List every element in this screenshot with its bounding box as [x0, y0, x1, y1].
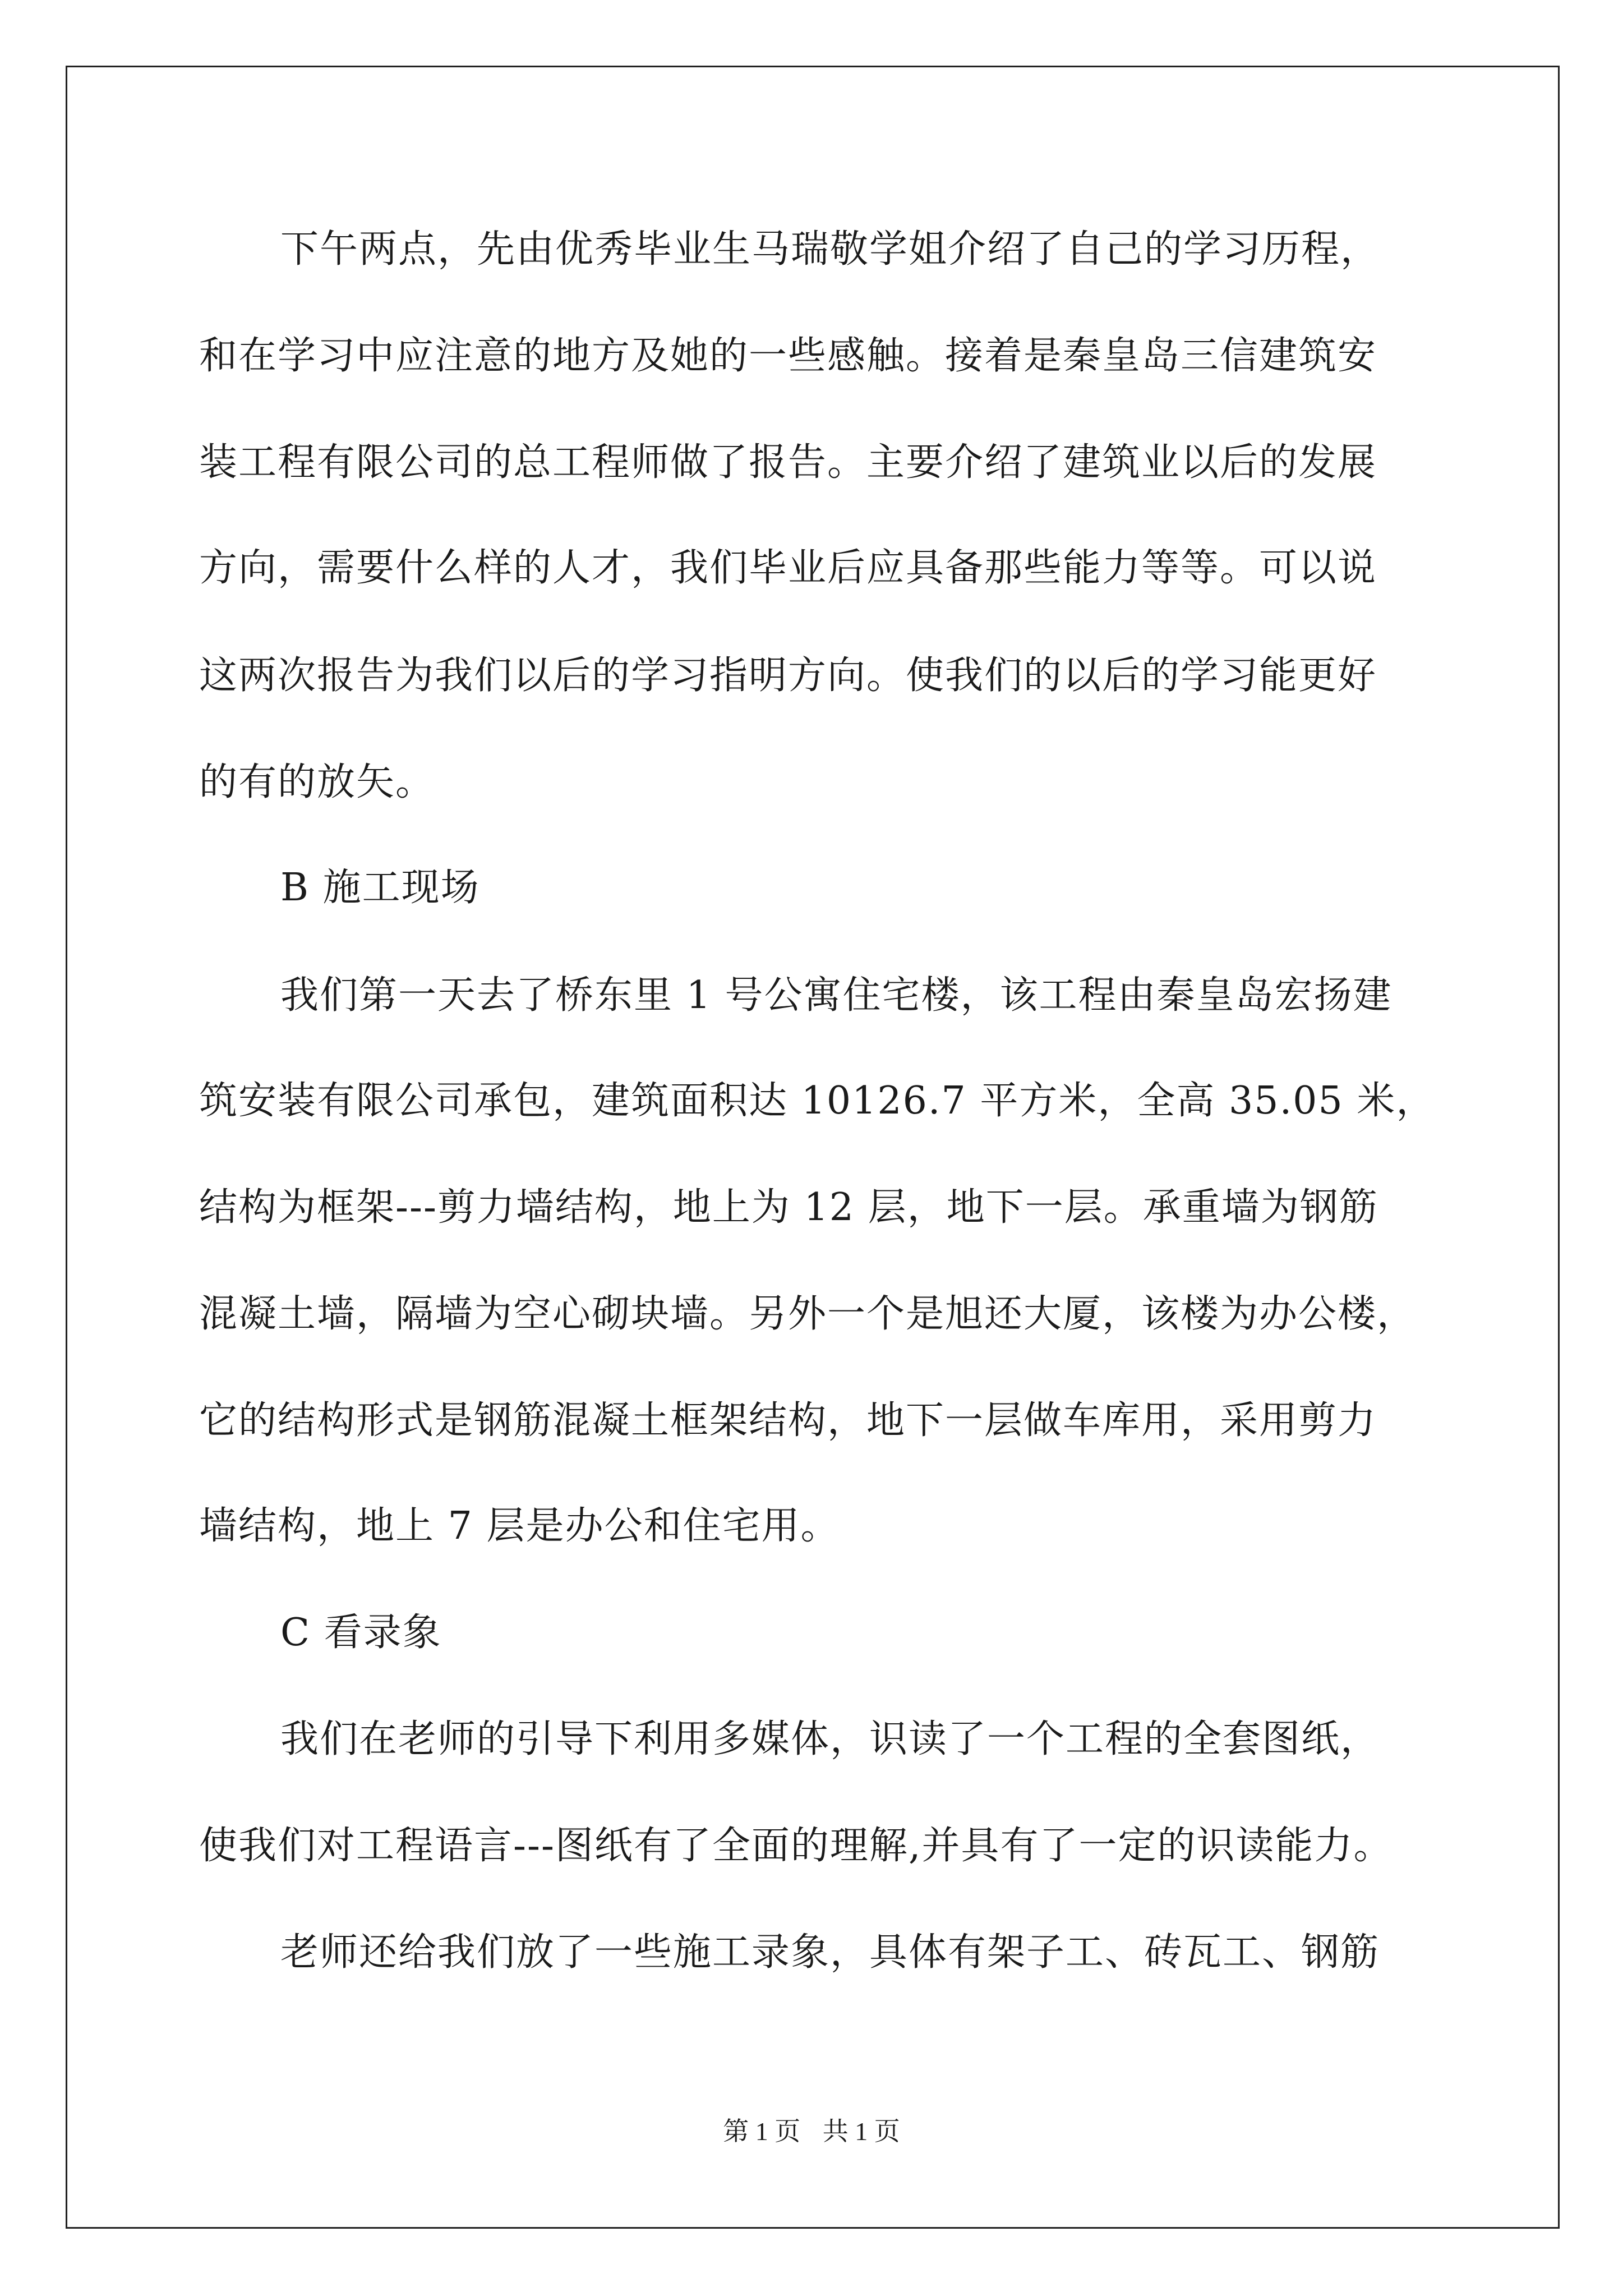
section-heading-c: C 看录象: [280, 1611, 442, 1655]
paragraph-line: 筑安装有限公司承包，建筑面积达 10126.7 平方米，全高 35.05 米，: [199, 1079, 1436, 1123]
paragraph-line: 方向，需要什么样的人才，我们毕业后应具备那些能力等等。可以说: [199, 546, 1377, 590]
page-footer: [0, 2115, 1623, 2148]
paragraph-line: 混凝土墙，隔墙为空心砌块墙。另外一个是旭还大厦，该楼为办公楼，: [199, 1292, 1417, 1336]
paragraph-line: 装工程有限公司的总工程师做了报告。主要介绍了建筑业以后的发展: [199, 440, 1377, 485]
paragraph-line: 我们在老师的引导下利用多媒体，识读了一个工程的全套图纸，: [280, 1717, 1380, 1761]
page-border: [66, 66, 1560, 2229]
page-total: 共 1 页: [822, 2117, 900, 2146]
paragraph-line: 这两次报告为我们以后的学习指明方向。使我们的以后的学习能更好: [199, 654, 1377, 698]
paragraph-line: 的有的放矢。: [199, 760, 435, 804]
paragraph-line: 老师还给我们放了一些施工录象，具体有架子工、砖瓦工、钢筋: [280, 1930, 1380, 1975]
paragraph-line: 和在学习中应注意的地方及她的一些感触。接着是秦皇岛三信建筑安: [199, 334, 1377, 378]
paragraph-line: 结构为框架---剪力墙结构，地上为 12 层，地下一层。承重墙为钢筋: [199, 1185, 1378, 1230]
paragraph-line: 它的结构形式是钢筋混凝土框架结构，地下一层做车库用，采用剪力: [199, 1398, 1377, 1443]
page-number: 第 1 页: [723, 2117, 801, 2146]
paragraph-line: 下午两点，先由优秀毕业生马瑞敬学姐介绍了自己的学习历程，: [280, 227, 1380, 272]
paragraph-line: 使我们对工程语言---图纸有了全面的理解,并具有了一定的识读能力。: [199, 1824, 1393, 1868]
paragraph-line: 墙结构，地上 7 层是办公和住宅用。: [199, 1504, 840, 1548]
section-heading-b: B 施工现场: [280, 866, 480, 910]
paragraph-line: 我们第一天去了桥东里 1 号公寓住宅楼，该工程由秦皇岛宏扬建: [280, 973, 1393, 1018]
